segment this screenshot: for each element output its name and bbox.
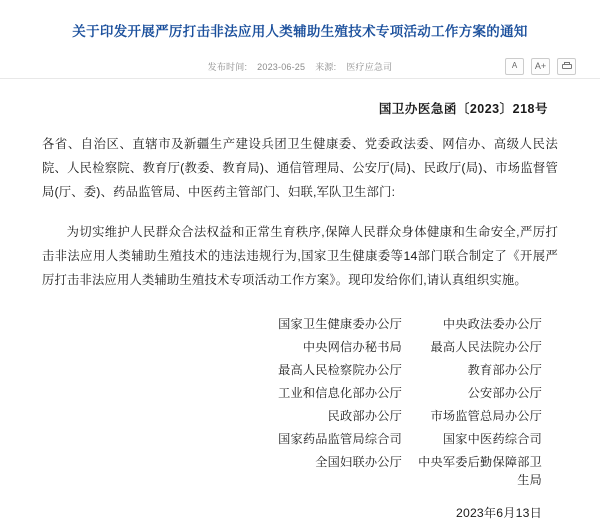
font-decrease-label: A <box>511 61 518 71</box>
signature-row <box>268 407 542 426</box>
document-date: 2023年6月13日 <box>455 506 542 521</box>
recipients-paragraph: 各省、自治区、直辖市及新疆生产建设兵团卫生健康委、党委政法委、网信办、高级人民法院、人民检察院、教育厅(教委、教育局)、通信管理局、公安厅(局)、民政厅(局)、市场监督管局(厅、委)、药品监管局、中医药主管部门、妇联,军队卫生部门: <box>42 137 558 200</box>
body-paragraph: 为切实维护人民群众合法权益和正常生育秩序,保障人民群众身体健康和生命安全,严厉打击非法应用人类辅助生殖技术的违法违规行为,国家卫生健康委等14部门联合制定了《开展严厉打击非法应用人类辅助生殖技术专项活动工作方案》。现印发给你们,请认真组织实施。 <box>42 225 558 288</box>
font-increase-label: A+ <box>534 60 547 71</box>
header-divider <box>0 78 600 79</box>
signature-row <box>268 361 542 380</box>
signature-row <box>268 315 542 334</box>
signature-right: 最高人民法院办公厅 <box>430 339 542 354</box>
signature-right: 公安部办公厅 <box>467 385 542 400</box>
signature-left: 中央网信办秘书局 <box>302 339 402 354</box>
publish-label: 发布时间: <box>207 61 248 72</box>
signature-right: 中央政法委办公厅 <box>442 317 542 332</box>
signature-row <box>268 430 542 449</box>
publish-date: 2023-06-25 <box>257 61 306 72</box>
signature-left: 民政部办公厅 <box>327 408 402 423</box>
signature-row <box>268 453 542 491</box>
source-value: 医疗应急司 <box>346 61 393 72</box>
signature-left: 全国妇联办公厅 <box>315 454 402 469</box>
signature-right: 国家中医药综合司 <box>442 431 542 446</box>
signature-row <box>268 338 542 357</box>
signature-right: 教育部办公厅 <box>467 362 542 377</box>
signature-left: 工业和信息化部办公厅 <box>278 385 402 400</box>
meta-info <box>203 60 398 73</box>
document-body <box>0 99 600 521</box>
font-decrease-button[interactable] <box>505 58 524 75</box>
signature-left: 最高人民检察院办公厅 <box>278 362 402 377</box>
signature-block <box>24 315 576 490</box>
signature-right: 中央军委后勤保障部卫生局 <box>418 454 542 488</box>
printer-icon <box>562 62 572 71</box>
source-label: 来源: <box>315 61 337 72</box>
signature-right: 市场监管总局办公厅 <box>430 408 542 423</box>
signature-left: 国家卫生健康委办公厅 <box>278 317 402 332</box>
document-meta-bar <box>0 56 600 76</box>
meta-tools <box>505 56 576 76</box>
document-number: 国卫办医急函〔2023〕218号 <box>378 102 548 117</box>
signature-row <box>268 384 542 403</box>
font-increase-button[interactable] <box>531 58 550 75</box>
page-title: 关于印发开展严厉打击非法应用人类辅助生殖技术专项活动工作方案的通知 <box>72 24 528 39</box>
signature-left: 国家药品监管局综合司 <box>278 431 402 446</box>
print-button[interactable] <box>557 58 576 75</box>
